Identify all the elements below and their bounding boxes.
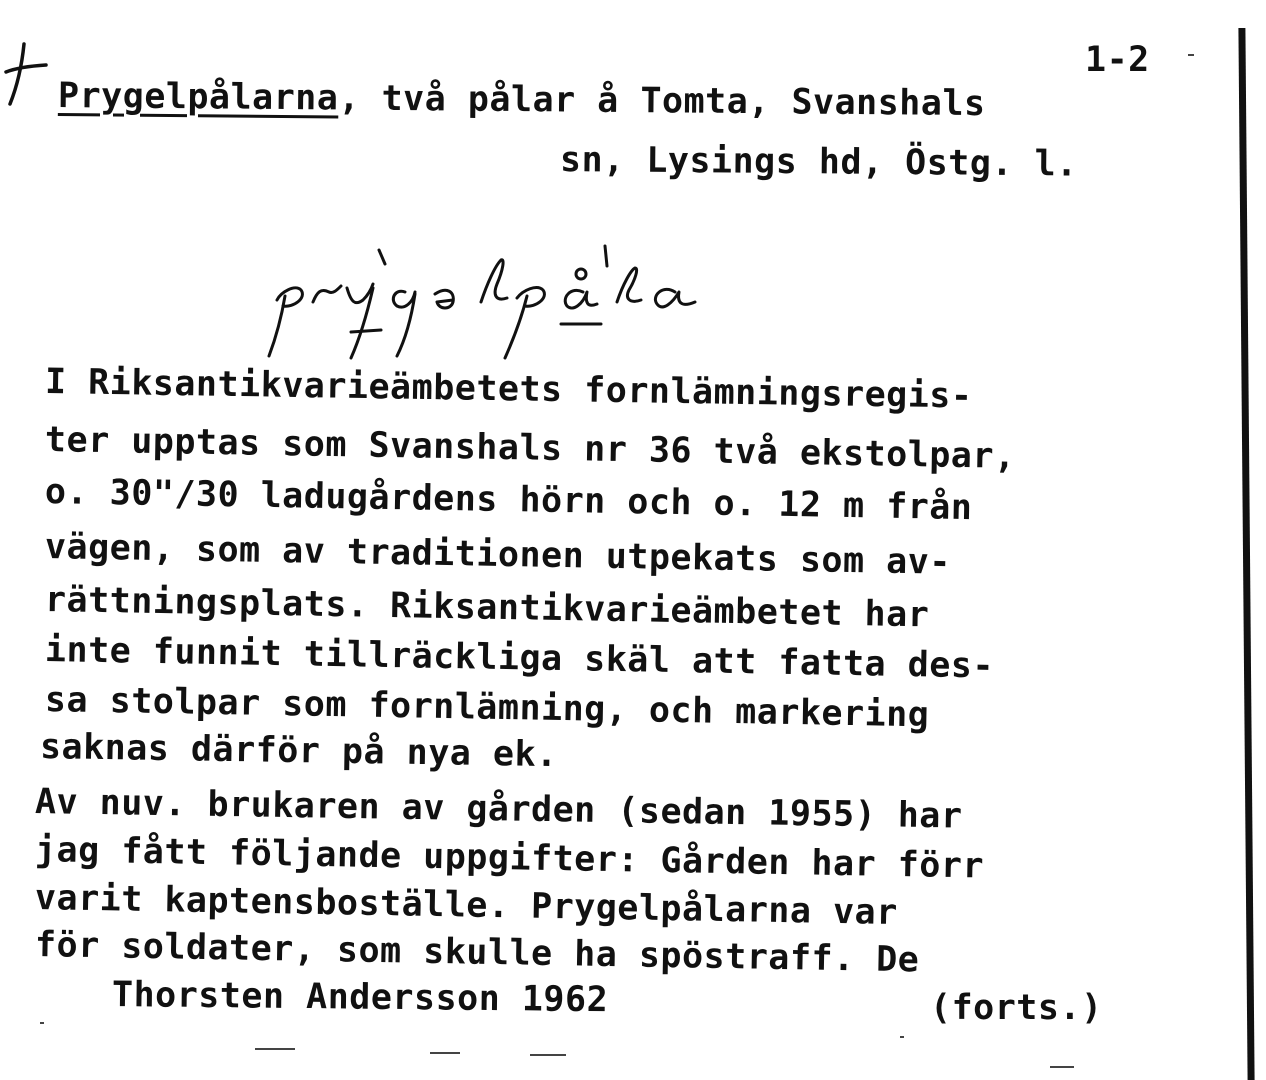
body-line: jag fått följande uppgifter: Gården har förr xyxy=(34,830,985,887)
scan-speck xyxy=(900,1036,904,1038)
cross-mark-icon xyxy=(0,38,50,108)
header-rest: , två pålar å Tomta, Svanshals xyxy=(338,78,986,125)
body-line: rättningsplats. Riksantikvarieämbetet har xyxy=(44,580,930,636)
body-line: Av nuv. brukaren av gården (sedan 1955) har xyxy=(34,782,963,837)
body-line: ter upptas som Svanshals nr 36 två ekstolpar, xyxy=(44,420,1016,477)
scan-speck xyxy=(1188,54,1194,56)
body-line: o. 30"/30 ladugårdens hörn och o. 12 m från xyxy=(44,472,973,529)
page-number: 1-2 xyxy=(1085,40,1150,80)
header-line-2: sn, Lysings hd, Östg. l. xyxy=(559,140,1078,185)
scan-speck xyxy=(1050,1066,1074,1068)
body-line: inte funnit tillräckliga skäl att fatta des- xyxy=(44,630,995,687)
body-line: för soldater, som skulle ha spöstraff. De xyxy=(34,925,920,981)
body-line: varit kaptensboställe. Prygelpålarna var xyxy=(34,878,899,934)
header-line-1 xyxy=(58,76,986,124)
footer-continued: (forts.) xyxy=(930,988,1103,1028)
body-line: I Riksantikvarieämbetets fornlämningsregis- xyxy=(44,362,973,417)
scan-speck xyxy=(255,1048,295,1050)
body-line: saknas därför på nya ek. xyxy=(39,727,558,776)
body-line: sa stolpar som fornlämning, och markering xyxy=(44,680,930,736)
body-line: vägen, som av traditionen utpekats som av- xyxy=(44,527,952,583)
scan-speck xyxy=(430,1052,460,1054)
pronunciation-handwriting xyxy=(255,240,775,380)
scan-speck xyxy=(40,1022,44,1024)
scan-speck xyxy=(530,1054,566,1056)
footer-author: Thorsten Andersson 1962 xyxy=(111,975,609,1021)
headword: Prygelpålarna xyxy=(57,76,339,119)
card-border xyxy=(1238,28,1254,1080)
